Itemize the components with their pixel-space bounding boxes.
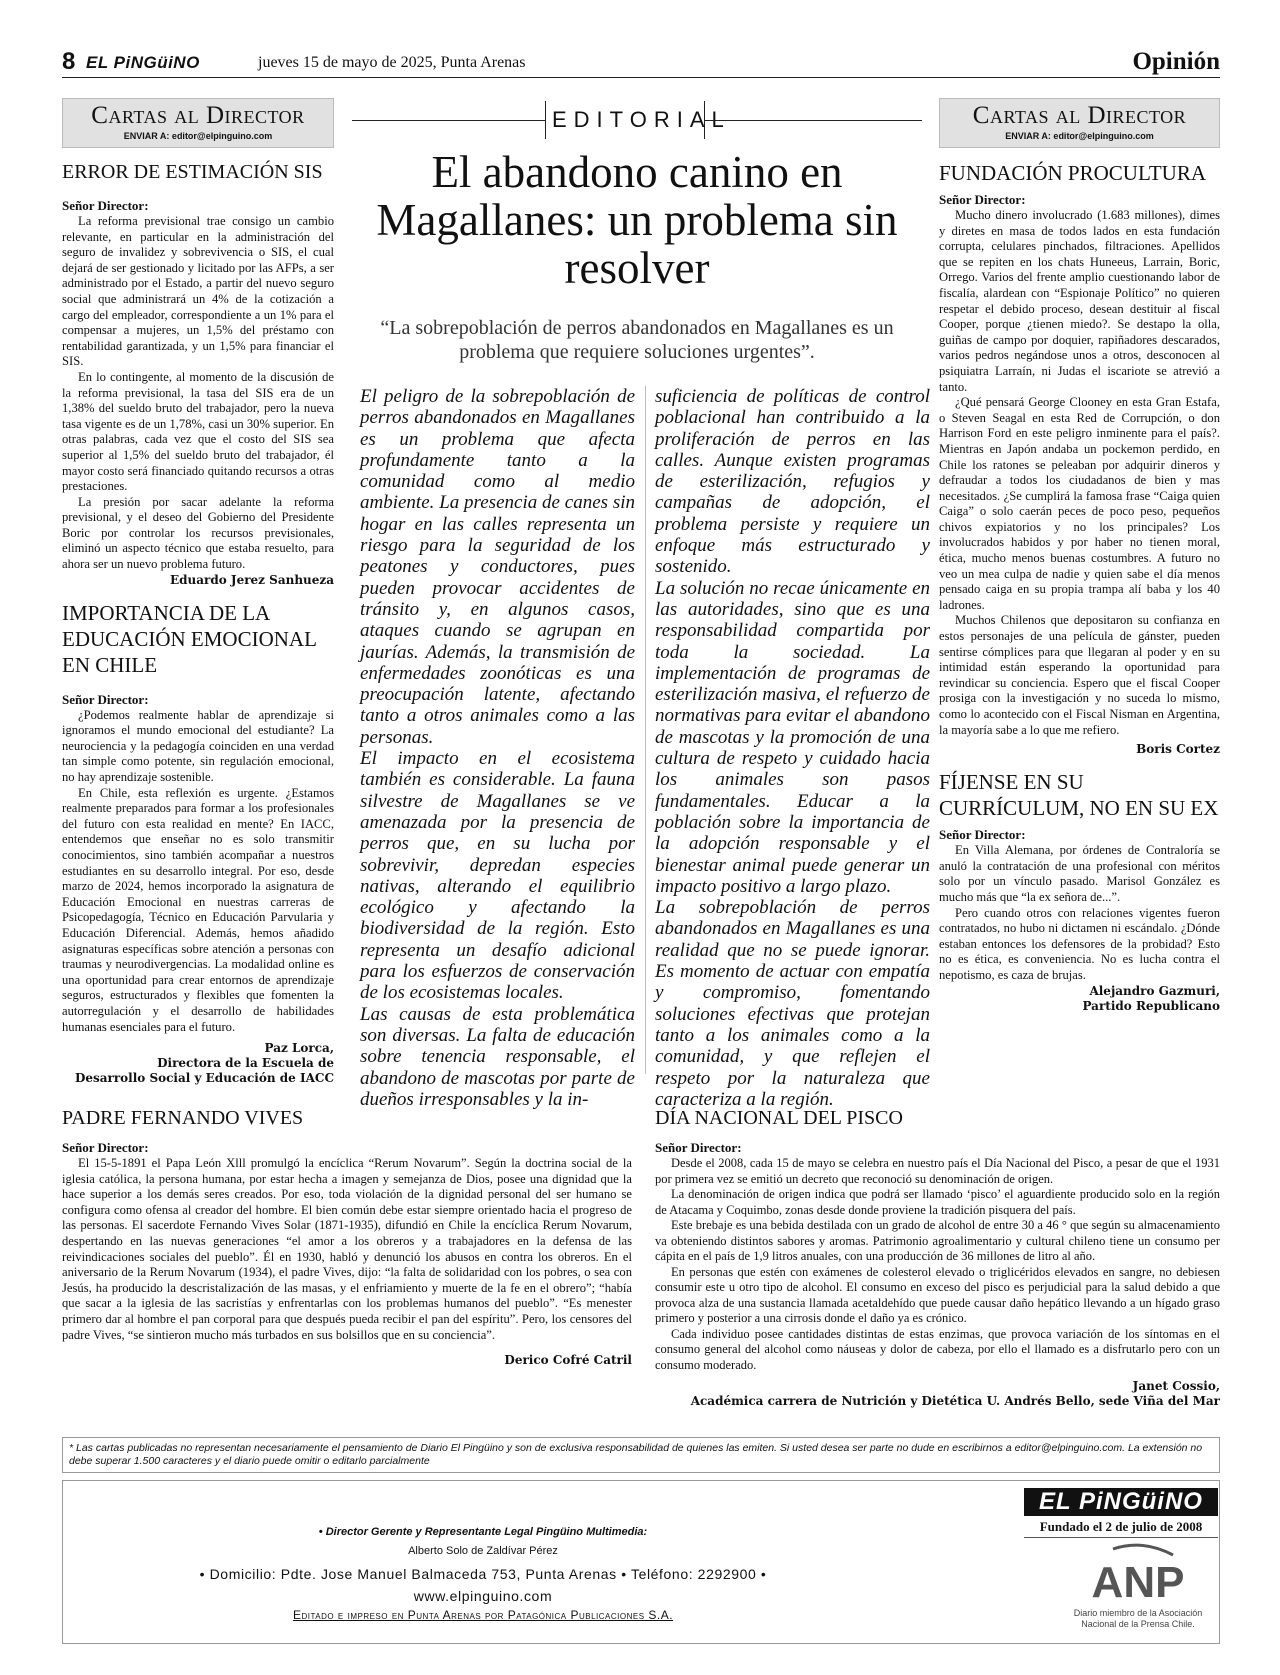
cartas-title: Cartas al Director: [91, 102, 305, 129]
printed-line: Editado e impreso en Punta Arenas por Patagónica Publicaciones S.A.: [292, 1608, 674, 1622]
editorial-paragraph: El impacto en el ecosistema también es considerable. La fauna silvestre de Magallanes se ve amenazada por la presencia de perros que, en su lucha por sobrevivir, depredan especies nativas, alterando el equilibrio ecológico y afectando la biodiversidad de la región. Esto representa un desafío adicional para los esfuerzos de conservación de los ecosistemas locales.: [360, 748, 635, 1004]
cartas-email: ENVIAR A: editor@elpinguino.com: [123, 131, 273, 141]
salutation: Señor Director:: [62, 198, 149, 213]
editorial-rule-left: [352, 120, 545, 121]
salutation: Señor Director:: [939, 827, 1026, 843]
editorial-column-1: [360, 386, 635, 1110]
cartas-title: Cartas al Director: [972, 102, 1187, 129]
column-divider: [645, 386, 646, 1074]
letter-signature: Alejandro Gazmuri,: [1089, 983, 1220, 998]
letter-title: FÍJENSE EN SU CURRÍCULUM, NO EN SU EX: [939, 770, 1219, 821]
salutation: Señor Director:: [655, 1140, 742, 1155]
anp-letters: ANP: [1091, 1558, 1185, 1603]
letter-paragraph: Pero cuando otros con relaciones vigentes fueron contratados, no hubo ni dictamen ni escándalo. ¿Dónde estaban entonces los defensores de la probidad? Esto no es ética, es conveniencia. No es lucha contra el nepotismo, es caza de brujas.: [939, 905, 1220, 982]
letter-paragraph: El 15-5-1891 el Papa León Xlll promulgó la encíclica “Rerum Novarum”. Según la doctrina social de la iglesia católica, la persona humana, por estar hecha a imagen y semejanza de Dios, posee una dignidad que la hace superior a los demás seres creados. Por eso, toda violación de la dignidad personal del ser humano se configura como ofensa al creador del hombre. El bien común debe estar siempre orientado hacia el progreso de las personas. El sacerdote Fernando Vives Solar (1871-1935), difundió en Chile la encíclica Rerum Novarum, despertando en las nuevas generaciones “el amor a los obreros y a trabajadores en la defensa de las reivindicaciones sociales del pueblo”. Él en 1930, habló y denunció los abusos en contra los obreros. En el aniversario de la Rerum Novarum (1934), el padre Vives, dijo: “la falta de solidaridad con los pobres, o sea con Jesús, ha producido la descristalización de las masas, y el enfriamiento y muerte de la fe en el obrero”; “había que sacar a la iglesia de las sacristías y enfrentarlas con los problemas humanos del pueblo”. “Es menester primero dar al hombre el pan corporal para que después pueda recibir el pan del espíritu”. Pero, los censores del padre Vives, “se sintieron mucho más turbados en sus bolsillos que en su conciencia”.: [62, 1156, 632, 1342]
editorial-paragraph: suficiencia de políticas de control poblacional han contribuido a la proliferación de perros en las calles. Aunque existen programas de esterilización, refugios y campañas de adopción, el problema persiste y requiere un enfoque más estructurado y sostenido.: [655, 386, 930, 578]
letter-signature: Paz Lorca,: [264, 1041, 334, 1056]
letter-paragraph: ¿Podemos realmente hablar de aprendizaje si ignoramos el mundo emocional del estudiante? La neurociencia y la pedagogía coinciden en una verdad tan simple como potente, sin regulación emocional, no hay aprendizaje sostenible.: [62, 707, 334, 785]
page-header: [62, 50, 1220, 78]
letter-signature: Janet Cossio,: [1132, 1379, 1220, 1393]
director-name: Alberto Solo de Zaldívar Pérez: [408, 1545, 558, 1557]
letter-curriculum: [939, 769, 1220, 1013]
letter-paragraph: Mucho dinero involucrado (1.683 millones), dimes y diretes en masa de todos lados en esta fundación corrupta, celulares pinchados, filtraciones. Apellidos que se repiten en los chats Huneeus, Larrain, Boric, Orrego. Varios del frente amplio cuestionando labor de fiscalía, alardean con “Espionaje Político” no quieren respetar el debido proceso, desean destituir al fiscal Cooper, porque ¿tienen miedo?. Se destapo la olla, guiñas de campo por doquier, rapiñadores descarados, varios pedros negándose unos a otros, desconocen al psiquiatra Larraín, ni Judas el iscariote se atrevió a tanto.: [939, 208, 1220, 394]
letter-signature: Boris Cortez: [1136, 742, 1220, 757]
letter-paragraph: En Villa Alemana, por órdenes de Contraloría se anuló la contratación de una profesional con méritos solo por un vínculo pasado. Marisol González es mucho más que “la ex señora de...”.: [939, 843, 1220, 904]
disclaimer: * Las cartas publicadas no representan necesariamente el pensamiento de Diario El Pingüino y son de exclusiva responsabilidad de quienes las emiten. Si usted desea ser parte no dude en escribirnos a editor@elpinguino.com. La extensión no debe superar 1.500 caracteres y el diario puede omitir o editarlo parcialmente: [62, 1437, 1220, 1473]
editorial-rule-right: [705, 120, 922, 121]
letter-title: IMPORTANCIA DE LA EDUCACIÓN EMOCIONAL EN CHILE: [62, 600, 317, 677]
cartas-header-left: [62, 98, 334, 148]
letter-signature-role: Directora de la Escuela de: [157, 1056, 334, 1071]
director-label: • Director Gerente y Representante Legal Pingüino Multimedia:: [318, 1526, 648, 1538]
editorial-paragraph: La sobrepoblación de perros abandonados en Magallanes es una realidad que no se puede ignorar. Es momento de actuar con empatía y compromiso, fomentando soluciones efectivas que protejan tanto a los animales como a la comunidad, y que reflejen el respeto por la naturaleza que caracteriza a la región.: [655, 897, 930, 1110]
editorial-column-2: [655, 386, 930, 1110]
letter-paragraph: En lo contingente, al momento de la discusión de la reforma previsional, la tasa del SIS era de un 1,38% del sueldo bruto del trabajador, pero la nueva tasa vigente es de un 1,78%, casi un 30% superior. En otras palabras, cada vez que el costo del SIS sea superior al 1,5% del sueldo bruto del trabajador, él mayor costo será financiado quitando recursos a otras prestaciones.: [62, 369, 334, 494]
letter-title-vives: PADRE FERNANDO VIVES: [62, 1107, 304, 1129]
right-column: [939, 98, 1220, 1014]
letter-signature-org: Desarrollo Social y Educación de IACC: [74, 1071, 334, 1086]
letter-paragraph: Este brebaje es una bebida destilada con un grado de alcohol de entre 30 a 46 ° que según su almacenamiento va obteniendo distintos sabores y aromas. Patrimonio agroalimentario y cultural chileno tiene un consumo per cápita en el país de 1,9 litros anuales, con una producción de 36 millones de litro al año.: [655, 1218, 1220, 1263]
letter-paragraph: En personas que estén con exámenes de colesterol elevado o triglicéridos elevados en sangre, no debiesen consumir este u otro tipo de alcohol. El consumo en exceso del pisco es perjudicial para la salud debido a que provoca alza de una sustancia llamada acetaldehído que puede causar daño hepático llevando a un hígado graso primero y posterior a una cirrosis donde el daño ya es crónico.: [655, 1264, 1220, 1325]
salutation: Señor Director:: [62, 1140, 149, 1155]
brand-logo: EL PiNGüiNO: [86, 53, 200, 72]
letter-paragraph: La reforma previsional trae consigo un cambio relevante, en particular en la administración del seguro de invalidez y sobrevivencia o SIS, el cual dejará de ser gestionado y licitado por las AFPs, a ser administrado por el Estado, a partir del nuevo seguro social que administrará un 4% de la cotización a cargo del empleador, correspondiente a un 1% para el compensar a mujeres, un 1,5% del préstamo con rentabilidad garantizada, y un 1,5% para financiar el SIS.: [62, 214, 334, 369]
editorial-title: El abandono canino en Magallanes: un problema sin resolver: [376, 147, 898, 293]
letter-paragraph: Cada individuo posee cantidades distintas de estas enzimas, que provoca variación de los síntomas en el consumo general del alcohol como náuseas y dolor de cabeza, por ello el llamado es a disfrutarlo pero con un consumo moderado.: [655, 1326, 1220, 1372]
letter-pisco: [655, 1140, 1220, 1409]
salutation: Señor Director:: [62, 691, 149, 707]
letter-paragraph: La denominación de origen indica que podrá ser llamado ‘pisco’ el aguardiente producido solo en la región de Atacama y Coquimbo, zonas desde donde proviene la tradición pisquera del país.: [655, 1187, 1220, 1217]
dateline: jueves 15 de mayo de 2025, Punta Arenas: [258, 54, 526, 71]
editorial-quote: “La sobrepoblación de perros abandonados en Magallanes es un problema que requiere soluciones urgentes”.: [380, 317, 894, 363]
letter-title: ERROR DE ESTIMACIÓN SIS: [62, 161, 323, 183]
letter-procultura: [939, 160, 1220, 757]
anp-emblem-icon: [1073, 1541, 1203, 1603]
letter-signature-org: Partido Republicano: [1082, 998, 1220, 1013]
editorial-label: EDITORIAL: [552, 107, 731, 132]
left-column: [62, 98, 334, 1086]
anp-caption: Nacional de la Prensa Chile.: [1081, 1619, 1195, 1629]
editorial-paragraph: Las causas de esta problemática son diversas. La falta de educación sobre tenencia responsable, el abandono de mascotas por parte de dueños irresponsables y la in-: [360, 1003, 635, 1110]
letter-paragraph: La presión por sacar adelante la reforma previsional, y el deseo del Gobierno del Presidente Boric por controlar los recursos previsionales, eliminó un aspecto técnico que estaba resuelto, para ahora ser un nuevo problema futuro.: [62, 494, 334, 572]
letter-sis: [62, 160, 334, 588]
letter-paragraph: Muchos Chilenos que depositaron su confianza en estos personajes de una película de gánster, pueden sentirse cómplices para que llegaran al poder y en su intimidad están esperando la oportunidad para revindicar su conciencia. Espero que el fiscal Cooper prosiga con la investigación y no suceda lo mismo, como lo acontecido con el Fiscal Nisman en Argentina, la mayoría sabe a lo que me refiero.: [939, 613, 1220, 737]
cartas-header-right: [939, 98, 1220, 148]
address-line: • Domicilio: Pdte. Jose Manuel Balmaceda 753, Punta Arenas • Teléfono: 2292900 • www.elpinguino.com: [199, 1566, 767, 1604]
footer-info: [173, 1525, 793, 1623]
letter-educacion: [62, 600, 334, 1086]
letter-title: FUNDACIÓN PROCULTURA: [939, 161, 1207, 185]
masthead-footer: [62, 1480, 1220, 1644]
editorial-label-box: [545, 101, 731, 139]
letter-signature: Eduardo Jerez Sanhueza: [169, 572, 334, 587]
section-title: Opinión: [1132, 48, 1220, 75]
letter-paragraph: Desde el 2008, cada 15 de mayo se celebra en nuestro país el Día Nacional del Pisco, a pesar de que el 1931 por primera vez se emitió un decreto que reconoció su denominación de origen.: [655, 1156, 1220, 1186]
founded-date: Fundado el 2 de julio de 2008: [1024, 1519, 1218, 1538]
cartas-email: ENVIAR A: editor@elpinguino.com: [1005, 131, 1154, 141]
letter-title-pisco: DÍA NACIONAL DEL PISCO: [655, 1107, 903, 1129]
letter-paragraph: En Chile, esta reflexión es urgente. ¿Estamos realmente preparados para formar a los profesionales del futuro con esta realidad en mente? En IACC, entendemos que enseñar no es solo transmitir conocimientos, sino también acompañar a nuestros estudiantes en su desarrollo integral. Por eso, desde marzo de 2024, hemos incorporado la asignatura de Educación Emocional en nuestras carreras de Psicopedagogía, Técnico en Educación Parvularia y Educación Diferencial. Además, hemos añadido asignaturas específicas sobre atención a personas con traumas y neurodivergencias. La modalidad online es una oportunidad para crear entornos de aprendizaje seguros, estructurados y flexibles que fomenten la autorregulación y el desarrollo de habilidades humanas esenciales para el futuro.: [62, 785, 334, 1034]
el-pinguino-logo: EL PiNGüiNO: [1024, 1488, 1218, 1516]
letter-signature: Derico Cofré Catril: [504, 1353, 632, 1368]
letter-paragraph: ¿Qué pensará George Clooney en esta Gran Estafa, o Steven Seagal en esta Red de Corrupción, o don Harrison Ford en este peligro inminente para el país?. Mientras en Japón andaba un pockemon perdido, en Chile los ratones se peleaban por adquirir dineros y defraudar a todos los ciudadanos de bien y mas necesitados. ¿Se cumplirá la famosa frase “Caiga quien Caiga” o solo caerán peces de poco peso, pequeños chivos expiatorios y no los principales? Los involucrados habidos y por haber no tienen moral, ética, mucho menos buenas costumbres. A futuro no veo un mea culpa de nadie y quien sabe el día menos pensado caiga en su propia trampa alí baba y los 40 ladrones.: [939, 395, 1220, 612]
letter-signature-org: Académica carrera de Nutrición y Dietética U. Andrés Bello, sede Viña del Mar: [690, 1394, 1220, 1408]
anp-logo: [1073, 1541, 1203, 1633]
editorial-paragraph: El peligro de la sobrepoblación de perros abandonados en Magallanes es un problema que afecta profundamente tanto a la comunidad como al medio ambiente. La presencia de canes sin hogar en las calles representa un riesgo para la seguridad de los peatones y conductores, pues pueden provocar accidentes de tránsito y, en algunos casos, ataques cuando se agrupan en jaurías. Además, la transmisión de enfermedades zoonóticas es una preocupación latente, afectando tanto a otros animales como a las personas.: [360, 386, 635, 748]
salutation: Señor Director:: [939, 192, 1026, 207]
anp-caption: Diario miembro de la Asociación: [1073, 1608, 1203, 1618]
editorial-paragraph: La solución no recae únicamente en las autoridades, sino que es una responsabilidad compartida por toda la sociedad. La implementación de programas de esterilización masiva, el refuerzo de normativas para evitar el abandono de mascotas y la promoción de una cultura de respeto y cuidado hacia los animales son pasos fundamentales. Educar a la población sobre la importancia de la adopción responsable y el bienestar animal puede generar un impacto positivo a largo plazo.: [655, 577, 930, 897]
page-number: 8: [62, 48, 76, 75]
letter-vives: [62, 1140, 632, 1368]
